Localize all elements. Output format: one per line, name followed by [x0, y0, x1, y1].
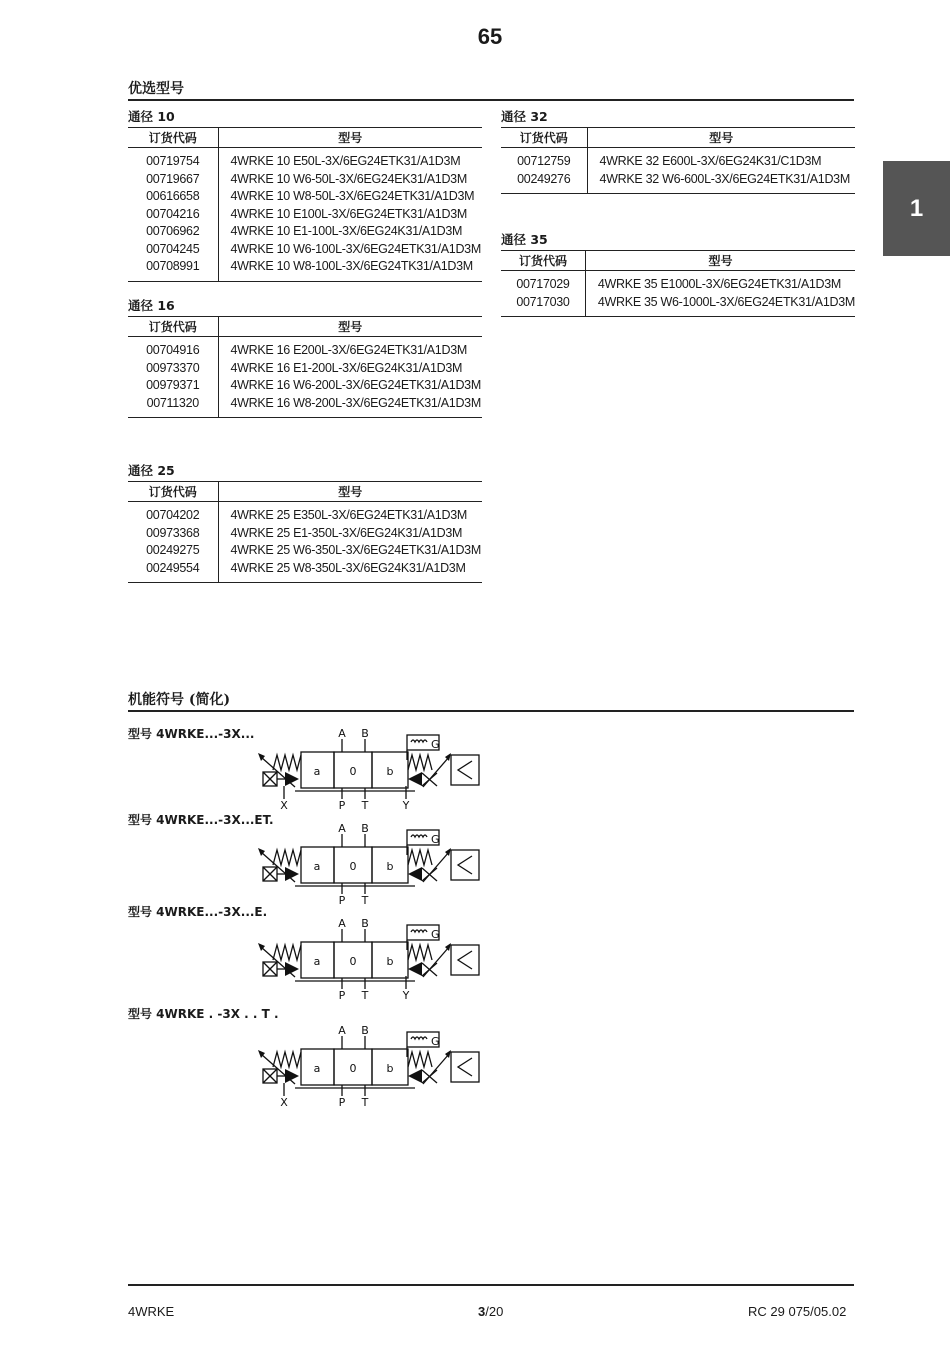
pilot-triangle-right: [408, 772, 422, 786]
order-code: 00704916: [128, 342, 218, 360]
spec-table-10: [128, 127, 482, 282]
sensor-label: G: [431, 1035, 440, 1048]
table-row: [128, 525, 482, 543]
spring-left: [273, 850, 301, 865]
solenoid-box: [451, 945, 479, 975]
order-code: 00249554: [128, 560, 218, 578]
group-label: 通径 10: [128, 109, 175, 124]
model-designation: 4WRKE 16 W8-200L-3X/6EG24ETK31/A1D3M: [230, 395, 481, 410]
box-label: b: [386, 765, 394, 778]
port-label-b: B: [361, 917, 369, 930]
table-row: [128, 171, 482, 189]
port-label-b: B: [361, 727, 369, 740]
box-label: 0: [349, 860, 357, 873]
port-label-a: A: [338, 822, 346, 835]
section-title-symbols: 机能符号 (简化): [128, 692, 231, 708]
model-designation: 4WRKE 35 W6-1000L-3X/6EG24ETK31/A1D3M: [597, 294, 855, 309]
port-label-t: T: [361, 894, 369, 907]
port-label-p: P: [338, 989, 346, 1002]
model-designation: 4WRKE 25 W8-350L-3X/6EG24K31/A1D3M: [230, 560, 466, 575]
col-header-model: 型号: [218, 128, 482, 148]
box-label: b: [386, 1062, 394, 1075]
order-code: 00704202: [128, 507, 218, 525]
port-label-a: A: [338, 1024, 346, 1037]
spec-table-35: [501, 250, 855, 317]
box-label: a: [313, 765, 321, 778]
group-label: 通径 32: [501, 109, 548, 124]
order-code: 00717030: [501, 294, 585, 312]
table-row: [128, 188, 482, 206]
port-label-t: T: [361, 799, 369, 812]
port-label-p: P: [338, 799, 346, 812]
solenoid-icon: [458, 856, 472, 874]
table-row: [501, 153, 855, 171]
footer-doc-code: RC 29 075/05.02: [748, 1304, 847, 1319]
valve-symbol-3: [255, 915, 485, 1005]
pilot-triangle-right: [408, 962, 422, 976]
sensor-coil-icon: [411, 930, 427, 932]
solenoid-icon: [458, 761, 472, 779]
box-label: 0: [349, 1062, 357, 1075]
table-row: [128, 342, 482, 360]
table-row: [128, 258, 482, 276]
spec-table-16: [128, 316, 482, 418]
group-label: 通径 35: [501, 232, 548, 247]
port-label-x: X: [280, 799, 288, 812]
table-row: [128, 507, 482, 525]
order-code: 00616658: [128, 188, 218, 206]
symbol-label: 型号 4WRKE...-3X...ET.: [128, 813, 274, 827]
pilot-triangle-right: [408, 867, 422, 881]
solenoid-box: [451, 755, 479, 785]
box-label: b: [386, 860, 394, 873]
section-rule: [128, 710, 854, 712]
table-row: [128, 360, 482, 378]
table-row-spacer: [128, 412, 482, 418]
solenoid-icon: [458, 1058, 472, 1076]
order-code: 00706962: [128, 223, 218, 241]
model-designation: 4WRKE 25 E350L-3X/6EG24ETK31/A1D3M: [230, 508, 467, 522]
model-designation: 4WRKE 10 W8-100L-3X/6EG24TK31/A1D3M: [230, 259, 473, 273]
model-designation: 4WRKE 25 E1-350L-3X/6EG24K31/A1D3M: [230, 525, 463, 540]
section-title-preferred: 优选型号: [128, 81, 184, 97]
box-label: 0: [349, 955, 357, 968]
port-label-p: P: [338, 894, 346, 907]
box-label: a: [313, 860, 321, 873]
model-designation: 4WRKE 10 E50L-3X/6EG24ETK31/A1D3M: [230, 154, 461, 168]
table-row: [128, 206, 482, 224]
order-code: 00249276: [501, 171, 587, 189]
pilot-triangle-right: [408, 1069, 422, 1083]
symbol-label: 型号 4WRKE...-3X...: [128, 727, 255, 741]
model-designation: 4WRKE 10 E100L-3X/6EG24ETK31/A1D3M: [230, 206, 467, 221]
sensor-label: G: [431, 738, 440, 751]
col-header-code: 订货代码: [128, 128, 218, 148]
order-code: 00719754: [128, 153, 218, 171]
table-row: [128, 377, 482, 395]
port-label-a: A: [338, 727, 346, 740]
spring-right: [408, 850, 432, 865]
model-designation: 4WRKE 16 E1-200L-3X/6EG24K31/A1D3M: [230, 360, 463, 375]
symbol-label: 型号 4WRKE . -3X . . T .: [128, 1007, 279, 1021]
order-code: 00973370: [128, 360, 218, 378]
symbol-label: 型号 4WRKE...-3X...E.: [128, 905, 268, 919]
port-label-b: B: [361, 1024, 369, 1037]
table-row-spacer: [501, 311, 855, 317]
model-designation: 4WRKE 25 W6-350L-3X/6EG24ETK31/A1D3M: [230, 543, 481, 557]
sensor-coil-icon: [411, 835, 427, 837]
footer-page-total: /20: [485, 1304, 504, 1319]
order-code: 00973368: [128, 525, 218, 543]
spec-table-32: [501, 127, 855, 194]
spring-right: [408, 945, 432, 960]
sensor-coil-icon: [411, 740, 427, 742]
model-designation: 4WRKE 32 E600L-3X/6EG24K31/C1D3M: [599, 154, 822, 168]
col-header-code: 订货代码: [128, 482, 218, 502]
col-header-model: 型号: [587, 128, 855, 148]
table-row: [128, 241, 482, 259]
model-designation: 4WRKE 32 W6-600L-3X/6EG24ETK31/A1D3M: [599, 171, 850, 186]
col-header-code: 订货代码: [501, 251, 585, 271]
footer-page-current: 3: [478, 1304, 486, 1319]
port-label-p: P: [338, 1096, 346, 1109]
port-label-x: X: [280, 1096, 288, 1109]
model-designation: 4WRKE 16 W6-200L-3X/6EG24ETK31/A1D3M: [230, 378, 481, 392]
order-code: 00711320: [128, 395, 218, 413]
sensor-label: G: [431, 833, 440, 846]
page-number: 65: [477, 24, 503, 49]
valve-symbol-4: [255, 1022, 485, 1112]
box-label: a: [313, 1062, 321, 1075]
port-label-y: Y: [402, 989, 410, 1002]
table-row: [128, 395, 482, 413]
spec-table-25: [128, 481, 482, 583]
model-designation: 4WRKE 10 W6-100L-3X/6EG24ETK31/A1D3M: [230, 241, 481, 256]
table-row: [128, 542, 482, 560]
sensor-label: G: [431, 928, 440, 941]
table-row: [501, 294, 855, 312]
col-header-model: 型号: [585, 251, 855, 271]
port-label-b: B: [361, 822, 369, 835]
box-label: 0: [349, 765, 357, 778]
order-code: 00249275: [128, 542, 218, 560]
order-code: 00719667: [128, 171, 218, 189]
port-label-y: Y: [402, 799, 410, 812]
sensor-coil-icon: [411, 1037, 427, 1039]
col-header-model: 型号: [218, 482, 482, 502]
valve-symbol-2: [255, 820, 485, 910]
port-label-t: T: [361, 1096, 369, 1109]
table-row: [128, 153, 482, 171]
table-row-spacer: [128, 577, 482, 583]
group-label: 通径 16: [128, 298, 175, 313]
port-label-t: T: [361, 989, 369, 1002]
table-row: [501, 276, 855, 294]
table-row-spacer: [128, 276, 482, 282]
footer-rule: [128, 1284, 854, 1286]
order-code: 00708991: [128, 258, 218, 276]
box-label: a: [313, 955, 321, 968]
order-code: 00717029: [501, 276, 585, 294]
col-header-code: 订货代码: [128, 317, 218, 337]
model-designation: 4WRKE 10 W6-50L-3X/6EG24EK31/A1D3M: [230, 171, 467, 186]
group-label: 通径 25: [128, 463, 175, 478]
footer-doc-name: 4WRKE: [128, 1304, 175, 1319]
section-rule: [128, 99, 854, 101]
table-row: [501, 171, 855, 189]
model-designation: 4WRKE 10 W8-50L-3X/6EG24ETK31/A1D3M: [230, 189, 475, 203]
order-code: 00712759: [501, 153, 587, 171]
port-label-a: A: [338, 917, 346, 930]
order-code: 00704216: [128, 206, 218, 224]
solenoid-box: [451, 1052, 479, 1082]
valve-symbol-1: [255, 725, 485, 815]
solenoid-icon: [458, 951, 472, 969]
model-designation: 4WRKE 10 E1-100L-3X/6EG24K31/A1D3M: [230, 224, 463, 238]
table-row: [128, 560, 482, 578]
model-designation: 4WRKE 16 E200L-3X/6EG24ETK31/A1D3M: [230, 343, 467, 357]
spring-right: [408, 755, 432, 770]
order-code: 00704245: [128, 241, 218, 259]
spring-left: [273, 755, 301, 770]
order-code: 00979371: [128, 377, 218, 395]
table-row: [128, 223, 482, 241]
spring-left: [273, 945, 301, 960]
footer-page-count: [478, 1304, 503, 1319]
table-row-spacer: [501, 188, 855, 194]
chapter-tab[interactable]: 1: [883, 161, 950, 256]
solenoid-box: [451, 850, 479, 880]
spring-left: [273, 1052, 301, 1067]
spring-right: [408, 1052, 432, 1067]
box-label: b: [386, 955, 394, 968]
col-header-code: 订货代码: [501, 128, 587, 148]
model-designation: 4WRKE 35 E1000L-3X/6EG24ETK31/A1D3M: [597, 277, 842, 291]
col-header-model: 型号: [218, 317, 482, 337]
